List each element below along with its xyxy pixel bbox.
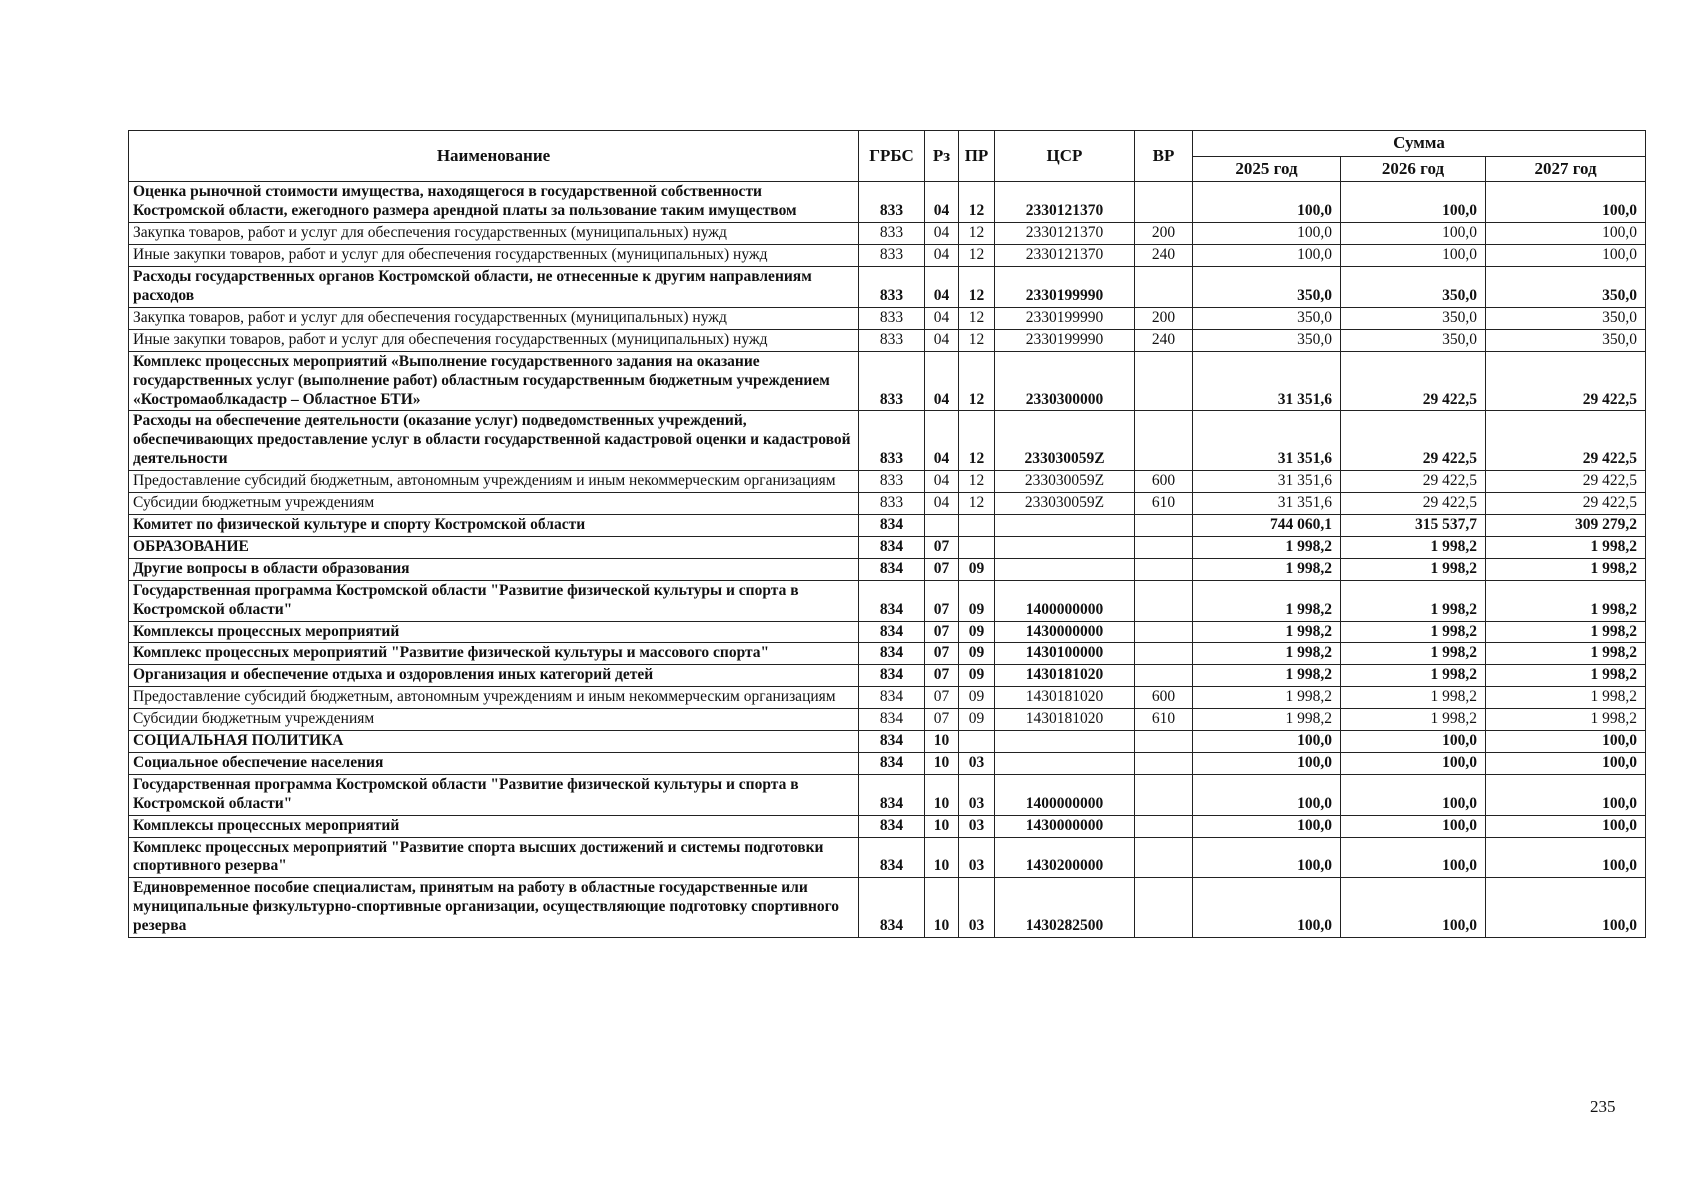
cell-2025: 31 351,6 <box>1193 411 1341 471</box>
cell-vr <box>1135 182 1193 223</box>
cell-2026: 29 422,5 <box>1341 351 1486 411</box>
cell-vr <box>1135 267 1193 308</box>
cell-name: Единовременное пособие специалистам, принятым на работу в областные государственные или муниципальные физкультурно-спортивные организации, осуществляющие подготовку спортивного резерва <box>129 878 859 938</box>
cell-2026: 100,0 <box>1341 731 1486 753</box>
cell-pr: 03 <box>959 774 995 815</box>
table-row <box>129 223 1646 245</box>
table-row <box>129 329 1646 351</box>
table-row <box>129 878 1646 938</box>
cell-grbs: 833 <box>859 182 925 223</box>
cell-name: Организация и обеспечение отдыха и оздоровления иных категорий детей <box>129 665 859 687</box>
cell-pr: 03 <box>959 837 995 878</box>
cell-rz: 07 <box>925 709 959 731</box>
cell-name: Предоставление субсидий бюджетным, автономным учреждениям и иным некоммерческим организациям <box>129 471 859 493</box>
cell-vr: 200 <box>1135 307 1193 329</box>
cell-csr: 1430000000 <box>995 621 1135 643</box>
table-row <box>129 182 1646 223</box>
header-2026: 2026 год <box>1341 156 1486 182</box>
cell-csr: 1400000000 <box>995 774 1135 815</box>
header-name: Наименование <box>129 131 859 182</box>
cell-rz: 04 <box>925 329 959 351</box>
table-row <box>129 536 1646 558</box>
cell-2026: 350,0 <box>1341 307 1486 329</box>
cell-2027: 100,0 <box>1486 815 1646 837</box>
cell-pr: 03 <box>959 752 995 774</box>
cell-csr: 1430200000 <box>995 837 1135 878</box>
cell-vr: 600 <box>1135 471 1193 493</box>
cell-2025: 350,0 <box>1193 307 1341 329</box>
cell-2027: 100,0 <box>1486 245 1646 267</box>
cell-name: Предоставление субсидий бюджетным, автономным учреждениям и иным некоммерческим организациям <box>129 687 859 709</box>
table-row <box>129 731 1646 753</box>
cell-2027: 1 998,2 <box>1486 580 1646 621</box>
cell-2026: 29 422,5 <box>1341 471 1486 493</box>
cell-vr <box>1135 665 1193 687</box>
cell-pr: 12 <box>959 351 995 411</box>
cell-grbs: 833 <box>859 245 925 267</box>
cell-2025: 100,0 <box>1193 815 1341 837</box>
cell-2025: 31 351,6 <box>1193 351 1341 411</box>
cell-name: Комплексы процессных мероприятий <box>129 815 859 837</box>
cell-2025: 1 998,2 <box>1193 536 1341 558</box>
cell-name: ОБРАЗОВАНИЕ <box>129 536 859 558</box>
cell-pr: 12 <box>959 245 995 267</box>
table-row <box>129 621 1646 643</box>
cell-vr <box>1135 580 1193 621</box>
header-sum: Сумма <box>1193 131 1646 157</box>
cell-name: Другие вопросы в области образования <box>129 558 859 580</box>
cell-rz: 07 <box>925 643 959 665</box>
cell-2026: 1 998,2 <box>1341 580 1486 621</box>
cell-rz <box>925 514 959 536</box>
cell-2027: 350,0 <box>1486 329 1646 351</box>
cell-vr <box>1135 774 1193 815</box>
cell-2026: 29 422,5 <box>1341 493 1486 515</box>
cell-2027: 100,0 <box>1486 223 1646 245</box>
cell-name: Расходы государственных органов Костромской области, не отнесенные к другим направлениям расходов <box>129 267 859 308</box>
cell-rz: 10 <box>925 752 959 774</box>
header-pr: ПР <box>959 131 995 182</box>
cell-grbs: 834 <box>859 687 925 709</box>
header-grbs: ГРБС <box>859 131 925 182</box>
cell-csr <box>995 752 1135 774</box>
cell-rz: 04 <box>925 493 959 515</box>
cell-rz: 10 <box>925 837 959 878</box>
cell-2026: 350,0 <box>1341 267 1486 308</box>
cell-pr: 12 <box>959 493 995 515</box>
cell-2026: 100,0 <box>1341 182 1486 223</box>
cell-grbs: 834 <box>859 774 925 815</box>
cell-grbs: 834 <box>859 580 925 621</box>
table-header <box>129 131 1646 182</box>
cell-2025: 100,0 <box>1193 878 1341 938</box>
cell-name: Комитет по физической культуре и спорту Костромской области <box>129 514 859 536</box>
table-row <box>129 493 1646 515</box>
cell-name: Комплексы процессных мероприятий <box>129 621 859 643</box>
cell-name: Комплекс процессных мероприятий «Выполнение государственного задания на оказание государственных услуг (выполнение работ) областным государственным бюджетным учреждением «Костромаоблкадастр – Областное БТИ» <box>129 351 859 411</box>
table-row <box>129 558 1646 580</box>
cell-vr <box>1135 837 1193 878</box>
cell-vr <box>1135 514 1193 536</box>
cell-grbs: 834 <box>859 752 925 774</box>
cell-2027: 1 998,2 <box>1486 709 1646 731</box>
cell-2027: 1 998,2 <box>1486 558 1646 580</box>
cell-rz: 07 <box>925 580 959 621</box>
cell-grbs: 834 <box>859 878 925 938</box>
cell-2027: 100,0 <box>1486 731 1646 753</box>
cell-grbs: 834 <box>859 837 925 878</box>
cell-csr: 1400000000 <box>995 580 1135 621</box>
cell-csr <box>995 731 1135 753</box>
cell-csr: 2330199990 <box>995 329 1135 351</box>
cell-2026: 1 998,2 <box>1341 558 1486 580</box>
cell-grbs: 833 <box>859 493 925 515</box>
cell-vr <box>1135 731 1193 753</box>
table-row <box>129 267 1646 308</box>
cell-2027: 29 422,5 <box>1486 351 1646 411</box>
cell-rz: 07 <box>925 621 959 643</box>
cell-2025: 744 060,1 <box>1193 514 1341 536</box>
cell-vr: 240 <box>1135 245 1193 267</box>
cell-csr: 1430181020 <box>995 687 1135 709</box>
cell-csr: 1430282500 <box>995 878 1135 938</box>
cell-grbs: 833 <box>859 223 925 245</box>
cell-pr: 03 <box>959 878 995 938</box>
cell-2026: 100,0 <box>1341 774 1486 815</box>
cell-2026: 100,0 <box>1341 752 1486 774</box>
cell-grbs: 833 <box>859 307 925 329</box>
cell-csr: 2330121370 <box>995 223 1135 245</box>
cell-name: Иные закупки товаров, работ и услуг для обеспечения государственных (муниципальных) нужд <box>129 245 859 267</box>
cell-2025: 1 998,2 <box>1193 643 1341 665</box>
budget-table <box>128 130 1646 938</box>
cell-2026: 1 998,2 <box>1341 687 1486 709</box>
cell-2026: 100,0 <box>1341 878 1486 938</box>
cell-csr: 2330121370 <box>995 245 1135 267</box>
table-row <box>129 815 1646 837</box>
cell-2027: 1 998,2 <box>1486 643 1646 665</box>
cell-2025: 350,0 <box>1193 329 1341 351</box>
cell-2026: 100,0 <box>1341 837 1486 878</box>
cell-vr <box>1135 621 1193 643</box>
cell-csr: 1430181020 <box>995 709 1135 731</box>
cell-rz: 07 <box>925 665 959 687</box>
cell-name: Закупка товаров, работ и услуг для обеспечения государственных (муниципальных) нужд <box>129 223 859 245</box>
header-2027: 2027 год <box>1486 156 1646 182</box>
cell-2027: 1 998,2 <box>1486 621 1646 643</box>
cell-2025: 1 998,2 <box>1193 621 1341 643</box>
cell-rz: 10 <box>925 878 959 938</box>
cell-name: Государственная программа Костромской области "Развитие физической культуры и спорта в Костромской области" <box>129 774 859 815</box>
cell-csr: 1430100000 <box>995 643 1135 665</box>
cell-csr <box>995 558 1135 580</box>
table-row <box>129 351 1646 411</box>
table-row <box>129 471 1646 493</box>
table-row <box>129 245 1646 267</box>
cell-vr: 610 <box>1135 493 1193 515</box>
cell-grbs: 834 <box>859 709 925 731</box>
cell-csr: 1430181020 <box>995 665 1135 687</box>
cell-rz: 07 <box>925 687 959 709</box>
cell-name: Субсидии бюджетным учреждениям <box>129 709 859 731</box>
page-number: 235 <box>1590 1097 1616 1116</box>
cell-2026: 350,0 <box>1341 329 1486 351</box>
cell-2026: 29 422,5 <box>1341 411 1486 471</box>
cell-2026: 1 998,2 <box>1341 665 1486 687</box>
cell-vr <box>1135 351 1193 411</box>
table-row <box>129 752 1646 774</box>
cell-2026: 1 998,2 <box>1341 621 1486 643</box>
table-row <box>129 774 1646 815</box>
cell-2027: 309 279,2 <box>1486 514 1646 536</box>
cell-csr: 233030059Z <box>995 493 1135 515</box>
cell-2025: 1 998,2 <box>1193 665 1341 687</box>
cell-2027: 100,0 <box>1486 878 1646 938</box>
cell-2027: 350,0 <box>1486 267 1646 308</box>
cell-pr: 12 <box>959 307 995 329</box>
cell-csr: 1430000000 <box>995 815 1135 837</box>
cell-name: Субсидии бюджетным учреждениям <box>129 493 859 515</box>
cell-csr: 2330300000 <box>995 351 1135 411</box>
table-row <box>129 837 1646 878</box>
cell-csr <box>995 536 1135 558</box>
cell-2026: 1 998,2 <box>1341 709 1486 731</box>
cell-vr: 240 <box>1135 329 1193 351</box>
cell-name: Комплекс процессных мероприятий "Развитие физической культуры и массового спорта" <box>129 643 859 665</box>
cell-pr: 09 <box>959 621 995 643</box>
cell-2025: 100,0 <box>1193 731 1341 753</box>
cell-rz: 04 <box>925 267 959 308</box>
cell-grbs: 833 <box>859 351 925 411</box>
cell-grbs: 833 <box>859 267 925 308</box>
cell-grbs: 834 <box>859 643 925 665</box>
cell-pr: 12 <box>959 267 995 308</box>
table-row <box>129 709 1646 731</box>
cell-2027: 100,0 <box>1486 774 1646 815</box>
cell-rz: 04 <box>925 223 959 245</box>
cell-2026: 315 537,7 <box>1341 514 1486 536</box>
cell-2027: 1 998,2 <box>1486 665 1646 687</box>
cell-rz: 04 <box>925 182 959 223</box>
cell-grbs: 834 <box>859 731 925 753</box>
cell-pr: 09 <box>959 709 995 731</box>
table-body <box>129 182 1646 938</box>
table-row <box>129 580 1646 621</box>
cell-2027: 29 422,5 <box>1486 493 1646 515</box>
cell-2026: 100,0 <box>1341 815 1486 837</box>
cell-csr: 233030059Z <box>995 411 1135 471</box>
cell-rz: 04 <box>925 411 959 471</box>
cell-name: Государственная программа Костромской области "Развитие физической культуры и спорта в Костромской области" <box>129 580 859 621</box>
cell-grbs: 834 <box>859 558 925 580</box>
cell-vr <box>1135 878 1193 938</box>
cell-pr: 12 <box>959 182 995 223</box>
cell-rz: 04 <box>925 245 959 267</box>
header-vr: ВР <box>1135 131 1193 182</box>
cell-rz: 10 <box>925 815 959 837</box>
cell-2027: 100,0 <box>1486 182 1646 223</box>
cell-pr: 12 <box>959 471 995 493</box>
cell-2026: 1 998,2 <box>1341 536 1486 558</box>
cell-pr: 09 <box>959 643 995 665</box>
cell-pr: 12 <box>959 329 995 351</box>
cell-vr: 200 <box>1135 223 1193 245</box>
cell-2027: 350,0 <box>1486 307 1646 329</box>
cell-2026: 100,0 <box>1341 223 1486 245</box>
cell-rz: 04 <box>925 471 959 493</box>
cell-vr <box>1135 815 1193 837</box>
cell-2027: 100,0 <box>1486 752 1646 774</box>
header-csr: ЦСР <box>995 131 1135 182</box>
table-row <box>129 307 1646 329</box>
table-row <box>129 665 1646 687</box>
cell-2025: 100,0 <box>1193 774 1341 815</box>
cell-grbs: 833 <box>859 411 925 471</box>
table-row <box>129 514 1646 536</box>
cell-2025: 100,0 <box>1193 837 1341 878</box>
cell-2025: 100,0 <box>1193 245 1341 267</box>
cell-vr: 600 <box>1135 687 1193 709</box>
cell-2027: 100,0 <box>1486 837 1646 878</box>
cell-vr <box>1135 536 1193 558</box>
cell-2026: 100,0 <box>1341 245 1486 267</box>
cell-name: Закупка товаров, работ и услуг для обеспечения государственных (муниципальных) нужд <box>129 307 859 329</box>
cell-2025: 31 351,6 <box>1193 471 1341 493</box>
cell-vr: 610 <box>1135 709 1193 731</box>
cell-2025: 1 998,2 <box>1193 558 1341 580</box>
cell-name: Иные закупки товаров, работ и услуг для обеспечения государственных (муниципальных) нужд <box>129 329 859 351</box>
cell-2027: 1 998,2 <box>1486 687 1646 709</box>
header-rz: Рз <box>925 131 959 182</box>
cell-rz: 04 <box>925 307 959 329</box>
cell-csr: 2330199990 <box>995 307 1135 329</box>
table-row <box>129 643 1646 665</box>
cell-rz: 07 <box>925 558 959 580</box>
cell-2025: 100,0 <box>1193 223 1341 245</box>
cell-pr <box>959 536 995 558</box>
cell-csr: 2330199990 <box>995 267 1135 308</box>
cell-grbs: 834 <box>859 514 925 536</box>
cell-pr: 09 <box>959 665 995 687</box>
cell-csr: 233030059Z <box>995 471 1135 493</box>
cell-grbs: 834 <box>859 536 925 558</box>
table-row <box>129 411 1646 471</box>
cell-name: Комплекс процессных мероприятий "Развитие спорта высших достижений и системы подготовки спортивного резерва" <box>129 837 859 878</box>
header-2025: 2025 год <box>1193 156 1341 182</box>
cell-2025: 1 998,2 <box>1193 687 1341 709</box>
cell-rz: 07 <box>925 536 959 558</box>
cell-vr <box>1135 411 1193 471</box>
cell-2027: 29 422,5 <box>1486 411 1646 471</box>
cell-pr <box>959 514 995 536</box>
cell-grbs: 834 <box>859 621 925 643</box>
cell-grbs: 834 <box>859 665 925 687</box>
cell-grbs: 834 <box>859 815 925 837</box>
cell-2025: 100,0 <box>1193 752 1341 774</box>
cell-rz: 10 <box>925 731 959 753</box>
cell-2025: 1 998,2 <box>1193 709 1341 731</box>
cell-pr: 12 <box>959 223 995 245</box>
cell-pr <box>959 731 995 753</box>
cell-pr: 09 <box>959 558 995 580</box>
cell-name: СОЦИАЛЬНАЯ ПОЛИТИКА <box>129 731 859 753</box>
cell-2027: 29 422,5 <box>1486 471 1646 493</box>
cell-rz: 10 <box>925 774 959 815</box>
cell-2025: 31 351,6 <box>1193 493 1341 515</box>
cell-vr <box>1135 558 1193 580</box>
cell-2025: 350,0 <box>1193 267 1341 308</box>
cell-pr: 09 <box>959 687 995 709</box>
cell-name: Оценка рыночной стоимости имущества, находящегося в государственной собственности Костромской области, ежегодного размера арендной платы за пользование таким имуществом <box>129 182 859 223</box>
cell-2026: 1 998,2 <box>1341 643 1486 665</box>
cell-pr: 12 <box>959 411 995 471</box>
cell-name: Расходы на обеспечение деятельности (оказание услуг) подведомственных учреждений, обеспечивающих предоставление услуг в области государственной кадастровой оценки и кадастровой деятельности <box>129 411 859 471</box>
cell-vr <box>1135 752 1193 774</box>
cell-pr: 09 <box>959 580 995 621</box>
cell-name: Социальное обеспечение населения <box>129 752 859 774</box>
cell-2025: 100,0 <box>1193 182 1341 223</box>
cell-vr <box>1135 643 1193 665</box>
cell-csr <box>995 514 1135 536</box>
table-row <box>129 687 1646 709</box>
cell-csr: 2330121370 <box>995 182 1135 223</box>
cell-grbs: 833 <box>859 471 925 493</box>
cell-grbs: 833 <box>859 329 925 351</box>
cell-rz: 04 <box>925 351 959 411</box>
cell-pr: 03 <box>959 815 995 837</box>
cell-2027: 1 998,2 <box>1486 536 1646 558</box>
cell-2025: 1 998,2 <box>1193 580 1341 621</box>
